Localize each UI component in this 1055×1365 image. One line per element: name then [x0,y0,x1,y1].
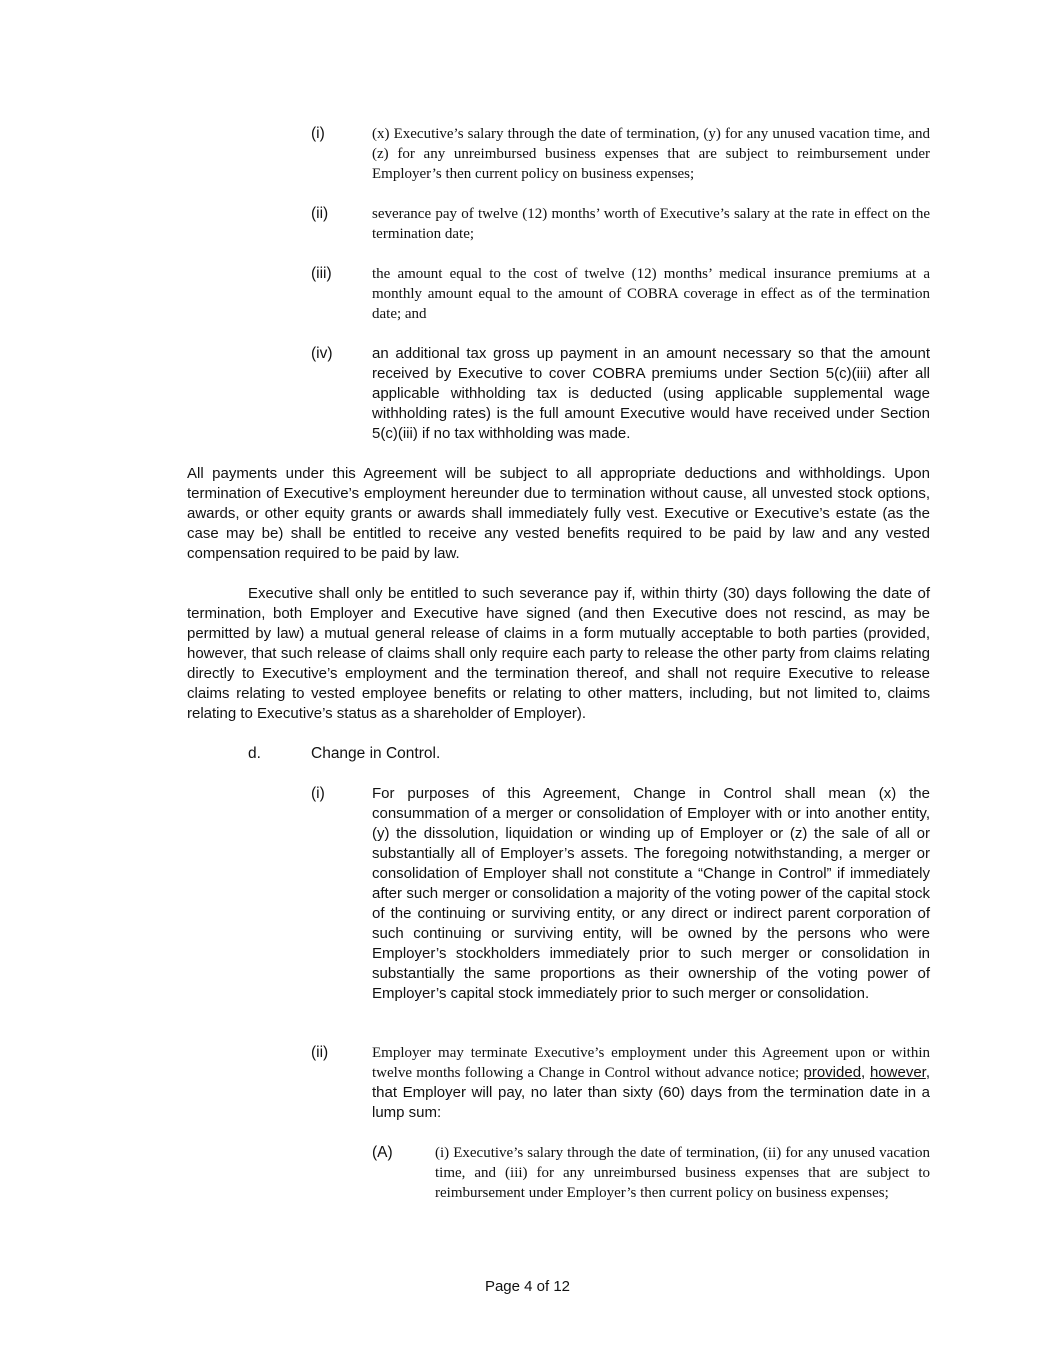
sub-item-number: (A) [372,1144,393,1161]
provided-term: provided [803,1064,862,1081]
list-item-text: severance pay of twelve (12) months’ worth of Executive’s salary at the rate in effect on the termination date; [372,206,930,242]
list-item-number: (ii) [311,1044,329,1061]
list-item-number: (iv) [311,345,333,362]
list-item-number: (i) [311,125,325,142]
comma: , [861,1064,870,1081]
section-title: Change in Control. [311,745,441,762]
section-letter: d. [248,745,261,762]
item-text-after: , that Employer will pay, no later than sixty (60) days from the termination date in a lump sum: [372,1064,931,1121]
item-text-before: Employer may terminate Executive’s employment under this Agreement upon or within twelve months following a Change in Control without advance notice; [372,1045,930,1081]
list-item-number: (iii) [311,265,332,282]
paragraph-payments: All payments under this Agreement will be subject to all appropriate deductions and withholdings. Upon termination of Executive’s employment hereunder due to termination without cause, all unvested stock options, awards, or other equity grants or awards shall immediately fully vest. Executive or Executive’s estate (as the case may be) shall be entitled to receive any vested benefits required to be paid by law and any vested compensation required to be paid by law. [187,465,930,562]
list-item-number: (i) [311,785,325,802]
sub-item-text: (i) Executive’s salary through the date of termination, (ii) for any unused vacation time, and (iii) for any unreimbursed business expenses that are subject to reimbursement under Employer’s then current policy on business expenses; [435,1145,930,1201]
however-term: however [869,1064,926,1081]
list-item-text: For purposes of this Agreement, Change in Control shall mean (x) the consummation of a merger or consolidation of Employer with or into another entity, (y) the dissolution, liquidation or winding up of Employer or (z) the sale of all or substantially all of Employer’s assets. The foregoing notwithstanding, a merger or consolidation of Employer shall not constitute a “Change in Control” if immediately after such merger or consolidation a majority of the voting power of the capital stock of the continuing or surviving entity, or any direct or indirect parent corporation of such continuing or surviving entity, will be owned by the persons who were Employer’s stockholders immediately prior to such merger or consolidation in substantially the same proportions as their ownership of the voting power of Employer’s capital stock immediately prior to such merger or consolidation. [372,785,930,1002]
list-item-text: the amount equal to the cost of twelve (12) months’ medical insurance premiums at a monthly amount equal to the amount of COBRA coverage in effect as of the termination date; and [372,266,930,322]
paragraph-severance: Executive shall only be entitled to such severance pay if, within thirty (30) days following the date of termination, both Employer and Executive have signed (and then Executive does not rescind, as may be permitted by law) a mutual general release of claims in a form mutually acceptable to both parties (provided, however, that such release of claims shall only require each party to release the other party from claims relating directly to Executive’s employment and the termination thereof, and shall not require Executive to release claims relating to vested employee benefits or relating to other matters, including, but not limited to, claims relating to Executive’s status as a shareholder of Employer). [187,585,930,722]
list-item-text [372,1043,930,1123]
list-item-text: an additional tax gross up payment in an amount necessary so that the amount received by Executive to cover COBRA premiums under Section 5(c)(iii) after all applicable withholding tax is deducted (using applicable supplemental wage withholding rates) is the full amount Executive would have received under Section 5(c)(iii) if no tax withholding was made. [372,345,930,442]
list-item-number: (ii) [311,205,329,222]
page-number-footer: Page 4 of 12 [484,1278,571,1295]
list-item-text: (x) Executive’s salary through the date of termination, (y) for any unused vacation time, and (z) for any unreimbursed business expenses that are subject to reimbursement under Employer’s then current policy on business expenses; [372,126,930,182]
